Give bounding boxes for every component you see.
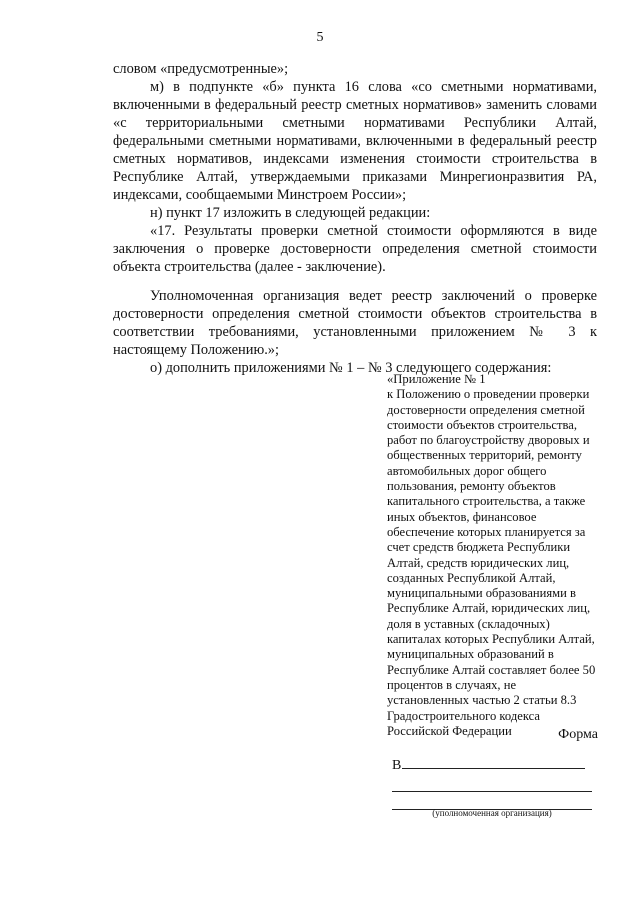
form-label: Форма <box>558 727 598 742</box>
main-text <box>113 60 597 377</box>
paragraph-item-m: м) в подпункте «б» пункта 16 слова «со сметными нормативами, включенными в федеральный реестр сметных нормативов» заменить словами «с территориальными сметными нормативами Республики Алтай, федеральными сметными нормативами, включенными в федеральный реестр сметных нормативов, индексами изменения стоимости строительства в Республике Алтай, утверждаемыми приказами Минрегионразвития РА, индексами, сообщаемыми Минстроем России»; <box>113 79 597 203</box>
addressee-line <box>392 758 592 774</box>
appendix-title: «Приложение № 1 <box>387 372 486 386</box>
addressee-underline <box>402 767 585 769</box>
addressee-underline-2 <box>392 791 592 792</box>
appendix-header <box>387 372 599 739</box>
addressee-prefix: В <box>392 758 402 773</box>
page-number: 5 <box>316 30 324 45</box>
appendix-description: к Положению о проведении проверки достоверности определения сметной стоимости объектов строительства, работ по благоустройству дворовых и общественных территорий, ремонту автомобильных дорог общего пользования, ремонту объектов капитального строительства, а также иных объектов, финансовое обеспечение которых планируется за счет средств бюджета Республики Алтай, средств юридических лиц, созданных Республикой Алтай, муниципальными образованиями в Республике Алтай, юридических лиц, доля в уставных (складочных) капиталах которых Республики Алтай, муниципальных образований в Республике Алтай составляет более 50 процентов в случаях, не установленных частью 2 статьи 8.3 Градостроительного кодекса Российской Федерации <box>387 387 596 738</box>
paragraph-registry: Уполномоченная организация ведет реестр заключений о проверке достоверности определения сметной стоимости объектов строительства в соответствии требованиями, установленными приложением № 3 к настоящему Положению.»; <box>113 288 597 358</box>
addressee-caption: (уполномоченная организация) <box>432 808 552 818</box>
paragraph-item-o: о) дополнить приложениями № 1 – № 3 следующего содержания: <box>150 360 552 376</box>
paragraph-continuation: словом «предусмотренные»; <box>113 61 289 77</box>
paragraph-clause-17: «17. Результаты проверки сметной стоимости оформляются в виде заключения о проверке достоверности определения сметной стоимости объекта строительства (далее - заключение). <box>113 223 597 275</box>
paragraph-item-n: н) пункт 17 изложить в следующей редакции: <box>150 205 431 221</box>
